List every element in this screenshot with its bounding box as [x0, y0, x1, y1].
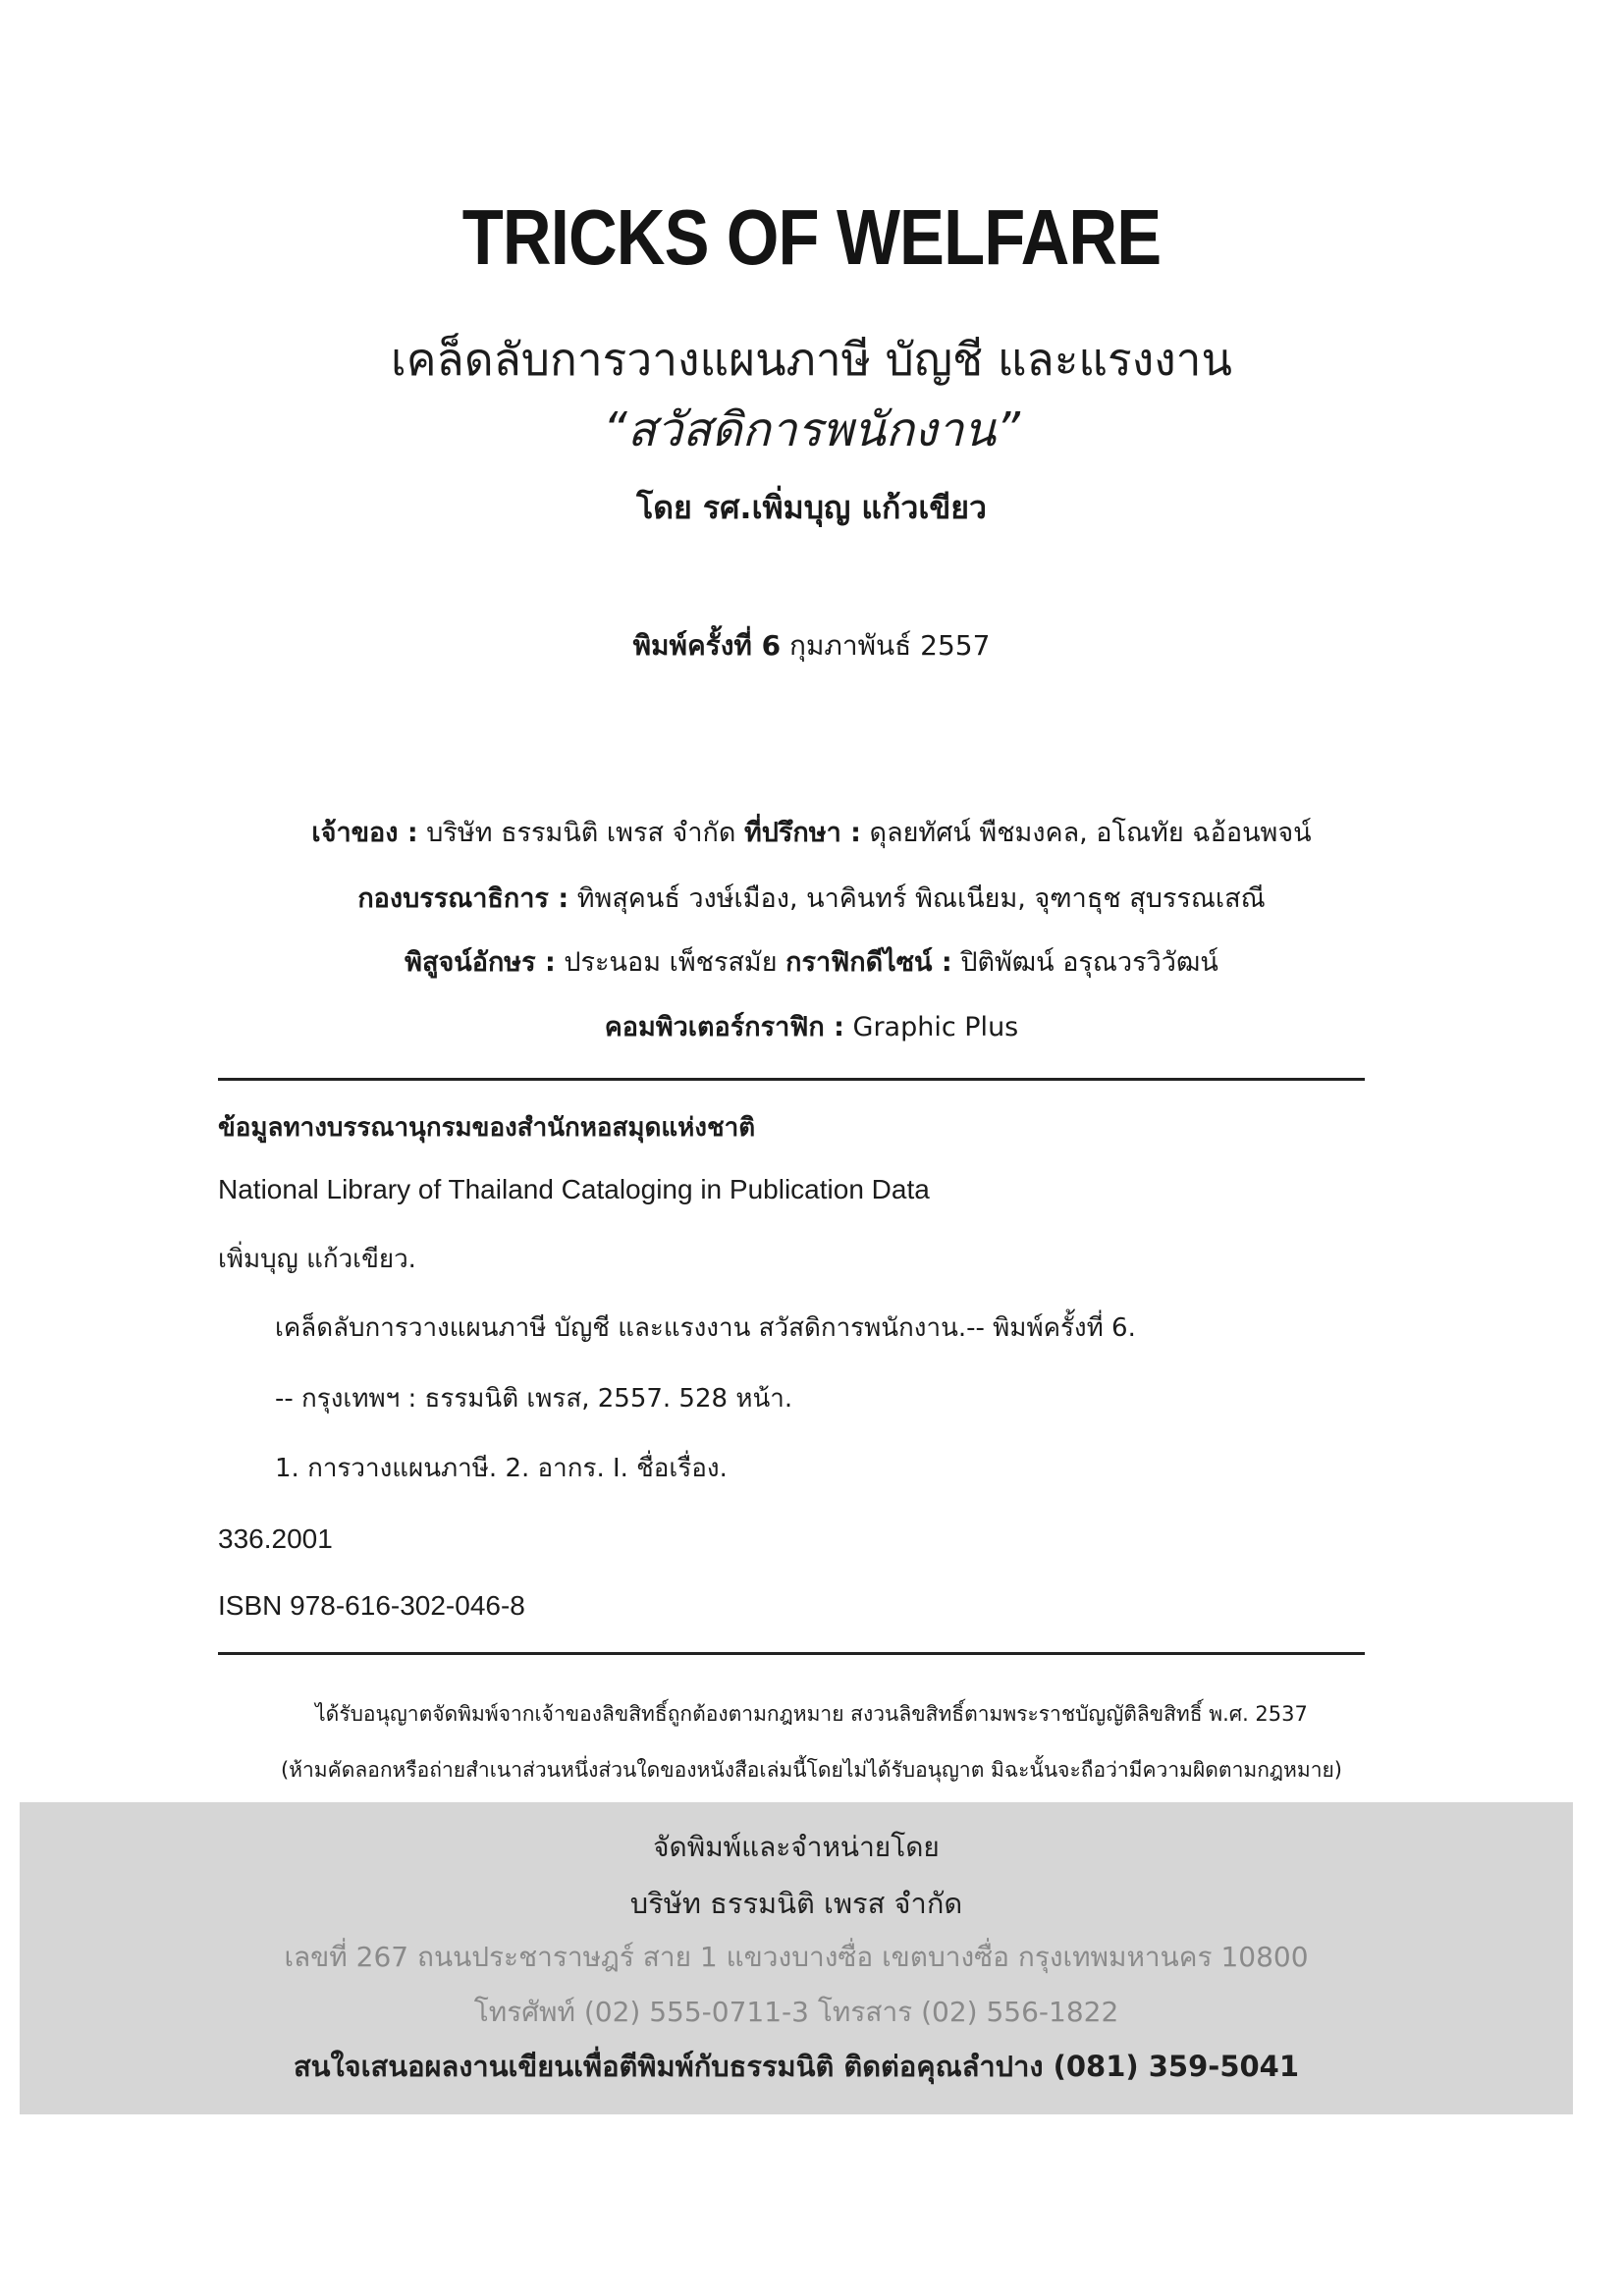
publisher-label: จัดพิมพ์และจำหน่ายโดย — [653, 1831, 940, 1863]
copyright-warning: (ห้ามคัดลอกหรือถ่ายสำเนาส่วนหนึ่งส่วนใดของหนังสือเล่มนี้โดยไม่ได้รับอนุญาต มิฉะนั้นจะถือว่ามีความผิดตามกฎหมาย) — [280, 1758, 1342, 1782]
divider-top — [218, 1078, 1365, 1081]
proof-label: พิสูจน์อักษร : — [405, 947, 556, 978]
divider-bottom — [218, 1652, 1365, 1655]
cip-class-number: 336.2001 — [218, 1523, 333, 1554]
credit-owner-advisor — [0, 811, 1623, 853]
design-label: กราฟิกดีไซน์ : — [785, 947, 952, 978]
cip-publisher-line: -- กรุงเทพฯ : ธรรมนิติ เพรส, 2557. 528 หน้า. — [275, 1384, 793, 1414]
design-value: ปิติพัฒน์ อรุณวรวิวัฒน์ — [960, 947, 1218, 978]
proof-value: ประนอม เพ็ชรสมัย — [564, 947, 778, 978]
book-title: TRICKS OF WELFARE — [461, 193, 1162, 281]
credit-computer-graphic — [0, 1005, 1623, 1047]
cip-english-heading: National Library of Thailand Cataloging in Publication Data — [218, 1174, 930, 1204]
advisor-value: ดุลยทัศน์ พืชมงคล, อโณทัย ฉอ้อนพจน์ — [869, 818, 1312, 848]
editorial-value: ทิพสุคนธ์ วงษ์เมือง, นาคินทร์ พิณเนียม, จุฑาธุช สุบรรณเสณี — [576, 883, 1266, 914]
publisher-company: บริษัท ธรรมนิติ เพรส จำกัด — [629, 1887, 963, 1920]
owner-label: เจ้าของ : — [311, 818, 418, 848]
edition-label: พิมพ์ครั้งที่ 6 — [632, 629, 782, 662]
editorial-label: กองบรรณาธิการ : — [357, 883, 569, 914]
edition-date: กุมภาพันธ์ 2557 — [788, 629, 991, 662]
credit-proof-design — [0, 940, 1623, 983]
publisher-contact: สนใจเสนอผลงานเขียนเพื่อตีพิมพ์กับธรรมนิติ ติดต่อคุณลำปาง (081) 359-5041 — [293, 2050, 1300, 2083]
publisher-phone: โทรศัพท์ (02) 555-0711-3 โทรสาร (02) 556-1822 — [473, 1996, 1119, 2028]
cip-isbn: ISBN 978-616-302-046-8 — [218, 1590, 525, 1621]
cip-title-line: เคล็ดลับการวางแผนภาษี บัญชี และแรงงาน สวัสดิการพนักงาน.-- พิมพ์ครั้งที่ 6. — [275, 1313, 1136, 1343]
book-subtitle: เคล็ดลับการวางแผนภาษี บัญชี และแรงงาน — [391, 333, 1232, 386]
cip-heading: ข้อมูลทางบรรณานุกรมของสำนักหอสมุดแห่งชาติ — [218, 1113, 756, 1143]
computer-label: คอมพิวเตอร์กราฟิก : — [604, 1012, 844, 1042]
cip-author: เพิ่มบุญ แก้วเขียว. — [218, 1245, 416, 1274]
author-line: โดย รศ.เพิ่มบุญ แก้วเขียว — [636, 489, 987, 526]
credit-editorial — [0, 877, 1623, 919]
edition-line — [0, 624, 1623, 667]
copyright-notice: ได้รับอนุญาตจัดพิมพ์จากเจ้าของลิขสิทธิ์ถูกต้องตามกฎหมาย สงวนลิขสิทธิ์ตามพระราชบัญญัติลิขสิทธิ์ พ.ศ. 2537 — [315, 1702, 1308, 1726]
advisor-label: ที่ปรึกษา : — [743, 818, 861, 848]
publisher-address: เลขที่ 267 ถนนประชาราษฎร์ สาย 1 แขวงบางซื่อ เขตบางซื่อ กรุงเทพมหานคร 10800 — [284, 1941, 1309, 1973]
publisher-box — [20, 1802, 1573, 2114]
owner-value: บริษัท ธรรมนิติ เพรส จำกัด — [426, 818, 736, 848]
book-subtitle-quote: “สวัสดิการพนักงาน” — [603, 402, 1020, 457]
cip-subjects-line: 1. การวางแผนภาษี. 2. อากร. I. ชื่อเรื่อง. — [275, 1454, 728, 1483]
computer-value: Graphic Plus — [852, 1012, 1019, 1042]
